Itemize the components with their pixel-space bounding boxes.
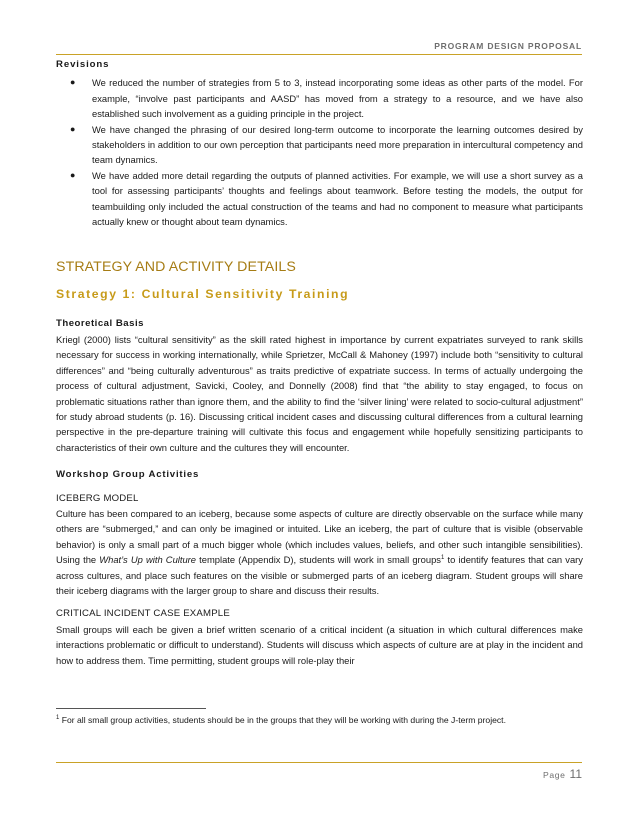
page-label: Page [543,770,566,780]
list-item-text: We reduced the number of strategies from 5 to 3, instead incorporating some ideas as other parts of the model. For example, “involve past participants and AASD” has moved from a strategy to a resource, and we have also established such involvement as a guiding principle in the project. [92,77,583,120]
footnote-text: For all small group activities, students should be in the groups that they will be working with during the J-term project. [59,715,506,725]
theoretical-basis-text: Kriegl (2000) lists “cultural sensitivity” as the skill rated highest in importance by current expatriates surveyed to rank skills necessary for success in working internationally, while Sprietzer, McCall & Mahoney (1997) include both “sensitivity to cultural differences” and “being culturally adventurous” as traits predictive of expatriate success. In terms of actually undergoing the process of cultural adjustment, Savicki, Cooley, and Donnelly (2008) find that “the ability to stay engaged, to focus on problematic situations rather than ignore them, and the ability to find the ‘silver lining’ were related to socio-cultural adjustment” for study abroad students (p. 16). Discussing critical incident cases and discussing cultural differences from a cultural learning perspective in the pre-departure training will cultivate this focus and engagement while hopefully sensitizing participants to characteristics of their own culture and the cultures they will encounter. [56,333,583,453]
critical-incident-text: Small groups will each be given a brief written scenario of a critical incident (a situation in which cultural differences make interactions problematic or difficult to understand). Students will discuss which aspects of culture are at play in the incident and how to address them. Time permitting, student groups will role-play their [56,623,583,666]
theoretical-basis-heading: Theoretical Basis [56,318,144,330]
iceberg-text-part: to identify features that can vary across cultures, and place such features on the visible or submerged parts of an iceberg diagram. Student groups will share their iceberg diagrams with the larger group to share and discuss their results. [56,554,583,596]
bullet-icon: ● [70,169,76,180]
header-title: PROGRAM DESIGN PROPOSAL [434,41,582,51]
list-item [56,122,583,168]
footnote [56,713,583,727]
list-item-text: We have added more detail regarding the outputs of planned activities. For example, we will use a short survey as a tool for assessing participants’ thoughts and feelings about teamwork. Before testing the models, the output for teambuilding only included the actual construction of the teams and had no component to measure what participants actually knew or thought about team dynamics. [92,169,583,228]
critical-incident-heading: CRITICAL INCIDENT CASE EXAMPLE [56,608,230,620]
strategy-title: Strategy 1: Cultural Sensitivity Training [56,287,350,302]
list-item-text: We have changed the phrasing of our desired long-term outcome to incorporate the learning outcomes desired by stakeholders in addition to our own perception that participants need more preparation in intercultural competency and team dynamics. [92,123,583,166]
footnote-reference[interactable]: 1 [440,555,445,562]
iceberg-heading: ICEBERG MODEL [56,492,139,504]
revisions-list [56,75,583,229]
iceberg-text [56,506,583,598]
bullet-icon: ● [70,123,76,134]
list-item [56,75,583,121]
section-title: STRATEGY AND ACTIVITY DETAILS [56,259,296,276]
page-header [56,36,582,55]
iceberg-text-part: Culture has been compared to an iceberg, because some aspects of culture are directly observable on the surface while many others are “submerged,” and can only be imagined or intuited. Like an iceberg, the part of culture that is visible (observable behavior) is only a small part of a much bigger whole (which includes values, beliefs, and other such intangible sensibilities). Using the [56,507,583,566]
page-footer [56,762,582,783]
footnote-number: 1 [56,715,60,722]
template-title: What’s Up with Culture [99,554,197,566]
footnote-divider [56,708,206,709]
revisions-heading: Revisions [56,59,110,70]
workshop-heading: Workshop Group Activities [56,469,200,481]
bullet-icon: ● [70,77,76,88]
page-content [56,57,583,668]
list-item [56,168,583,230]
iceberg-text-part: template (Appendix D), students will work in small groups [196,554,441,566]
page-number: 11 [569,767,582,781]
